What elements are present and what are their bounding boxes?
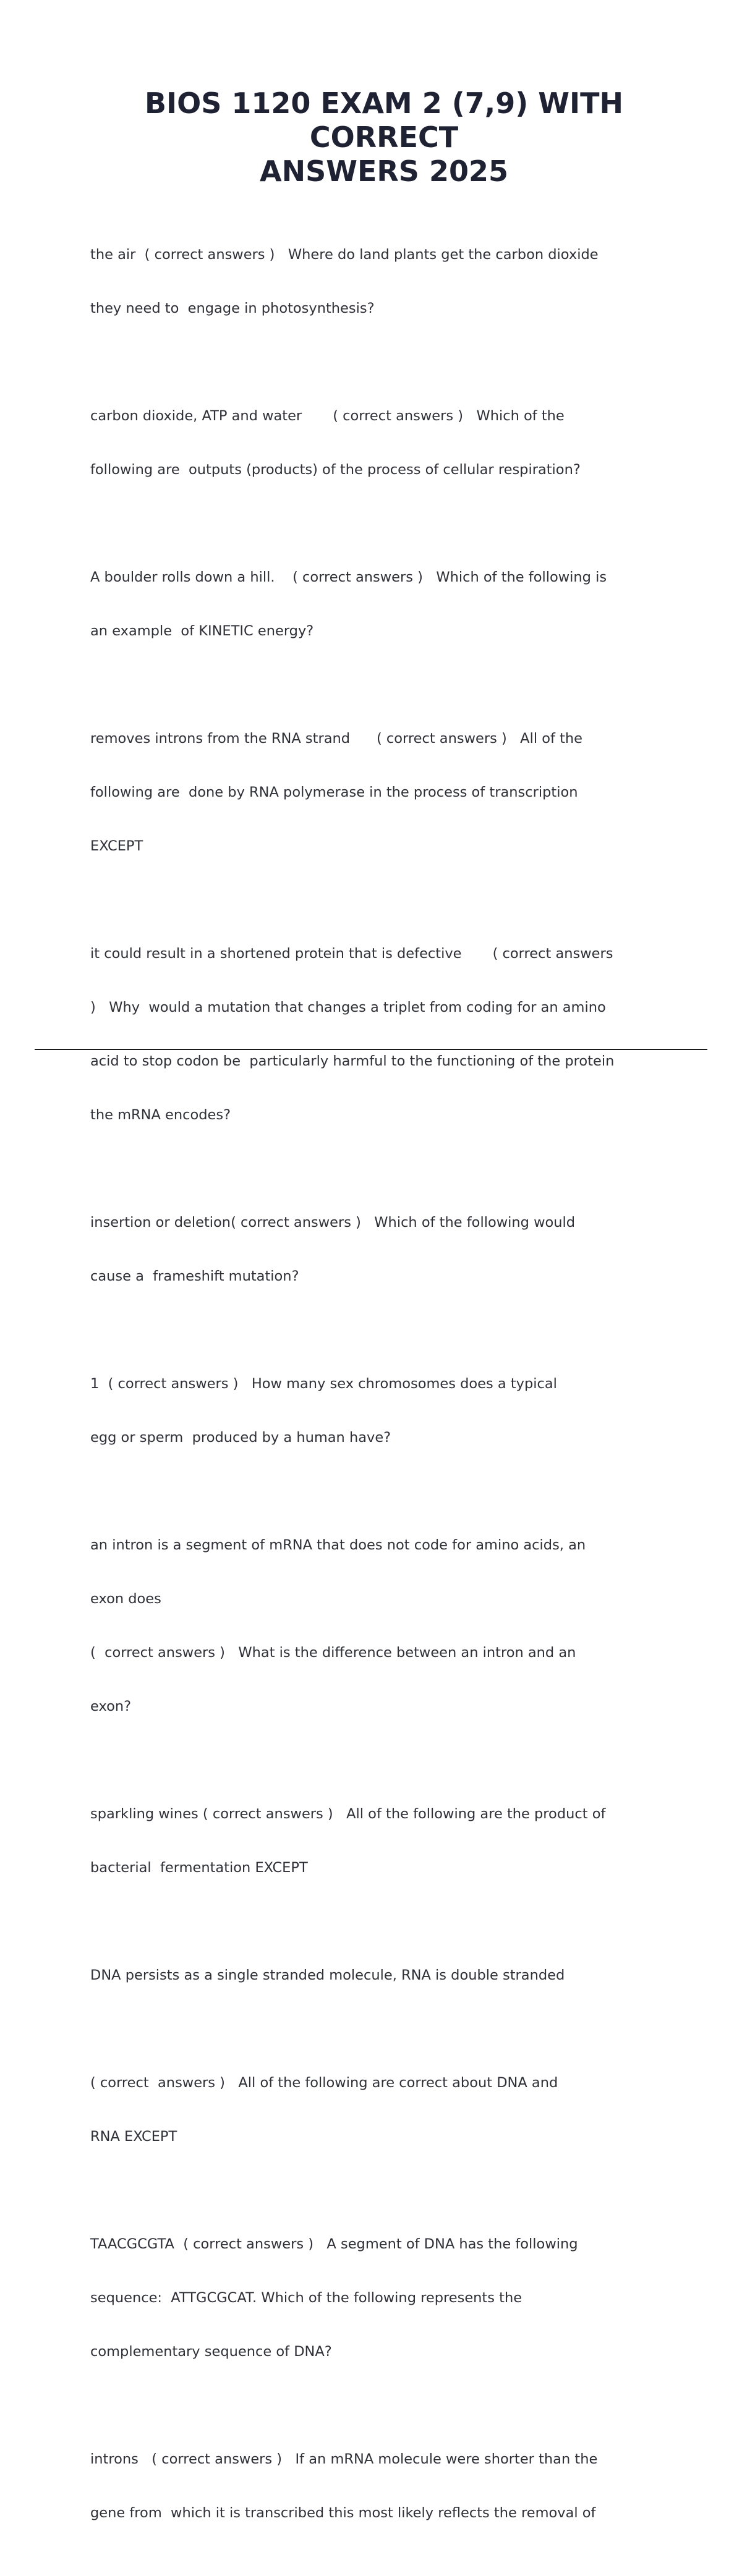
qa-line: following are outputs (products) of the process of cellular respiration?	[90, 462, 581, 478]
qa-line: RNA EXCEPT	[90, 2129, 177, 2145]
qa-line: it could result in a shortened protein that is defective ( correct answers	[90, 946, 613, 962]
qa-entry	[90, 909, 678, 1160]
qa-entry	[90, 1178, 678, 1321]
qa-line: carbon dioxide, ATP and water ( correct answers ) Which of the	[90, 408, 565, 424]
qa-line: the mRNA encodes?	[90, 1107, 231, 1123]
qa-entry	[90, 1339, 678, 1483]
qa-entry	[90, 1769, 678, 1913]
qa-line: ) Why would a mutation that changes a triplet from coding for an amino	[90, 999, 606, 1015]
qa-line: introns ( correct answers ) If an mRNA molecule were shorter than the	[90, 2451, 598, 2467]
qa-line: exon does	[90, 1591, 161, 1607]
qa-line: an intron is a segment of mRNA that does not code for amino acids, an	[90, 1537, 586, 1553]
qa-line: gene from which it is transcribed this most likely reflects the removal of	[90, 2505, 596, 2521]
qa-line: ( correct answers ) All of the following are correct about DNA and	[90, 2075, 558, 2091]
qa-line: TAACGCGTA ( correct answers ) A segment of DNA has the following	[90, 2236, 578, 2252]
qa-line: following are done by RNA polymerase in the process of transcription	[90, 784, 578, 800]
document-title	[90, 87, 678, 189]
qa-entry	[90, 1931, 678, 2020]
page-bottom-divider	[35, 1049, 707, 1050]
title-line: ANSWERS 2025	[260, 155, 508, 188]
qa-line: they need to engage in photosynthesis?	[90, 300, 375, 316]
qa-entry	[90, 694, 678, 891]
qa-line: DNA persists as a single stranded molecule, RNA is double stranded	[90, 1967, 565, 1983]
qa-line: acid to stop codon be particularly harmful to the functioning of the protein	[90, 1053, 615, 1069]
qa-line: cause a frameshift mutation?	[90, 1268, 299, 1284]
qa-entry	[90, 533, 678, 676]
question-answer-list	[90, 210, 678, 2576]
qa-line: 1 ( correct answers ) How many sex chromosomes does a typical	[90, 1376, 557, 1392]
qa-line: exon?	[90, 1698, 132, 1714]
qa-line: ( correct answers ) What is the difference between an intron and an	[90, 1645, 576, 1661]
qa-line: complementary sequence of DNA?	[90, 2344, 332, 2360]
qa-line: A boulder rolls down a hill. ( correct answers ) Which of the following is	[90, 569, 607, 585]
qa-entry	[90, 210, 678, 354]
qa-line: egg or sperm produced by a human have?	[90, 1430, 391, 1446]
qa-entry	[90, 2038, 678, 2182]
qa-entry	[90, 1501, 678, 1752]
qa-line: insertion or deletion( correct answers ) Which of the following would	[90, 1214, 576, 1231]
qa-line: bacterial fermentation EXCEPT	[90, 1860, 308, 1876]
title-line: BIOS 1120 EXAM 2 (7,9) WITH	[144, 87, 624, 120]
qa-line: sequence: ATTGCGCAT. Which of the following represents the	[90, 2290, 522, 2306]
qa-line: removes introns from the RNA strand ( correct answers ) All of the	[90, 731, 582, 747]
qa-line: the air ( correct answers ) Where do land plants get the carbon dioxide	[90, 247, 599, 263]
qa-entry	[90, 2415, 678, 2558]
qa-line: an example of KINETIC energy?	[90, 623, 314, 639]
qa-line: sparkling wines ( correct answers ) All of the following are the product of	[90, 1806, 606, 1822]
qa-entry	[90, 2200, 678, 2397]
title-line: CORRECT	[309, 121, 459, 154]
qa-entry	[90, 371, 678, 515]
qa-line: EXCEPT	[90, 838, 143, 854]
